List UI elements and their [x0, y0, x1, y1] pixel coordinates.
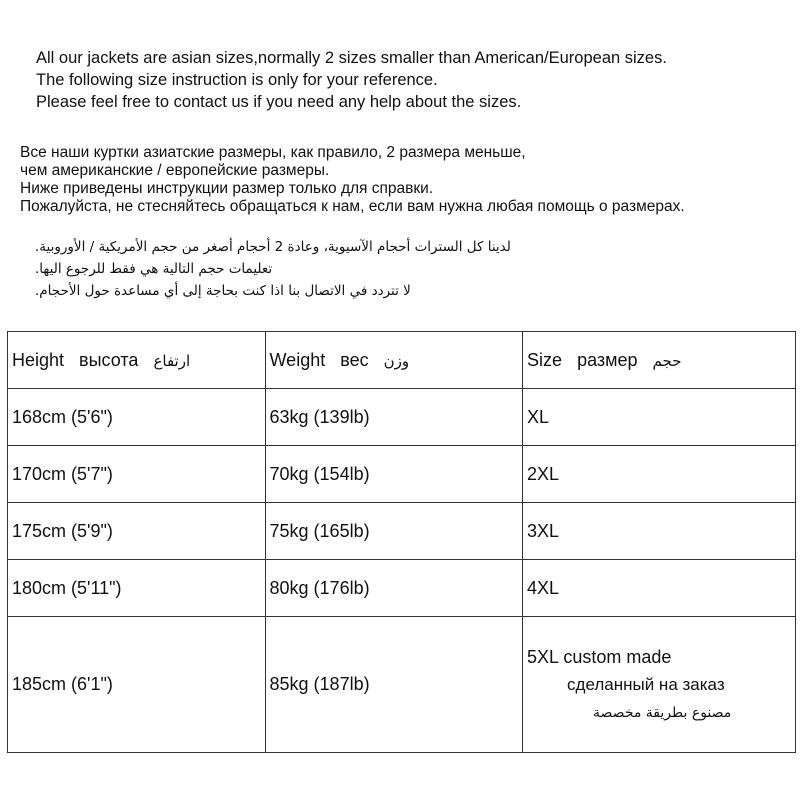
table-row: [8, 617, 796, 753]
english-note: [36, 47, 667, 113]
table-header-row: [8, 332, 796, 389]
header-weight-ar: وزن: [383, 351, 410, 370]
table-row: [8, 503, 796, 560]
arabic-note: [35, 236, 655, 302]
height-cell: 170cm (5'7"): [8, 446, 266, 503]
size-custom-en: 5XL custom made: [527, 646, 672, 667]
header-height-en: Height: [12, 349, 65, 370]
size-cell: XL: [523, 389, 796, 446]
size-chart-table: [7, 331, 796, 753]
header-weight-ru: вес: [340, 349, 369, 370]
size-cell: 3XL: [523, 503, 796, 560]
weight-cell: 80kg (176lb): [265, 560, 523, 617]
size-custom-ar: مصنوع بطريقة مخصصة: [593, 704, 732, 721]
header-weight-en: Weight: [269, 349, 326, 370]
arabic-note-line: لا تتردد في الاتصال بنا اذا كنت بحاجة إلى أي مساعدة حول الأحجام.: [35, 283, 411, 299]
table-row: [8, 446, 796, 503]
size-cell: 2XL: [523, 446, 796, 503]
header-size-en: Size: [527, 349, 563, 370]
russian-note-line: Все наши куртки азиатские размеры, как правило, 2 размера меньше,: [20, 144, 526, 161]
english-note-line: Please feel free to contact us if you need any help about the sizes.: [36, 93, 522, 111]
russian-note-line: Ниже приведены инструкции размер только для справки.: [20, 180, 434, 197]
english-note-line: All our jackets are asian sizes,normally 2 sizes smaller than American/European sizes.: [36, 49, 667, 67]
weight-cell: 85kg (187lb): [265, 617, 523, 753]
height-cell: 180cm (5'11"): [8, 560, 266, 617]
header-size-ru: размер: [577, 349, 638, 370]
size-custom-ru: сделанный на заказ: [567, 674, 725, 694]
header-height-ar: ارتفاع: [153, 351, 191, 370]
height-cell: 185cm (6'1"): [8, 617, 266, 753]
arabic-note-line: لدينا كل السترات أحجام الآسيوية، وعادة 2 أحجام أصغر من حجم الأمريكية / الأوروبية.: [35, 239, 511, 255]
english-note-line: The following size instruction is only for your reference.: [36, 71, 438, 89]
russian-note: [20, 144, 685, 216]
header-weight: [265, 332, 523, 389]
table-row: [8, 389, 796, 446]
russian-note-line: чем американские / европейские размеры.: [20, 162, 330, 179]
russian-note-line: Пожалуйста, не стесняйтесь обращаться к нам, если вам нужна любая помощь о размерах.: [20, 198, 685, 215]
header-height-ru: высота: [79, 349, 139, 370]
header-height: [8, 332, 266, 389]
weight-cell: 75kg (165lb): [265, 503, 523, 560]
size-cell: 4XL: [523, 560, 796, 617]
arabic-note-line: تعليمات حجم التالية هي فقط للرجوع اليها.: [35, 261, 273, 277]
table-row: [8, 560, 796, 617]
size-cell: [523, 617, 796, 753]
header-size-ar: حجم: [652, 351, 682, 370]
height-cell: 175cm (5'9"): [8, 503, 266, 560]
height-cell: 168cm (5'6"): [8, 389, 266, 446]
weight-cell: 63kg (139lb): [265, 389, 523, 446]
weight-cell: 70kg (154lb): [265, 446, 523, 503]
header-size: [523, 332, 796, 389]
